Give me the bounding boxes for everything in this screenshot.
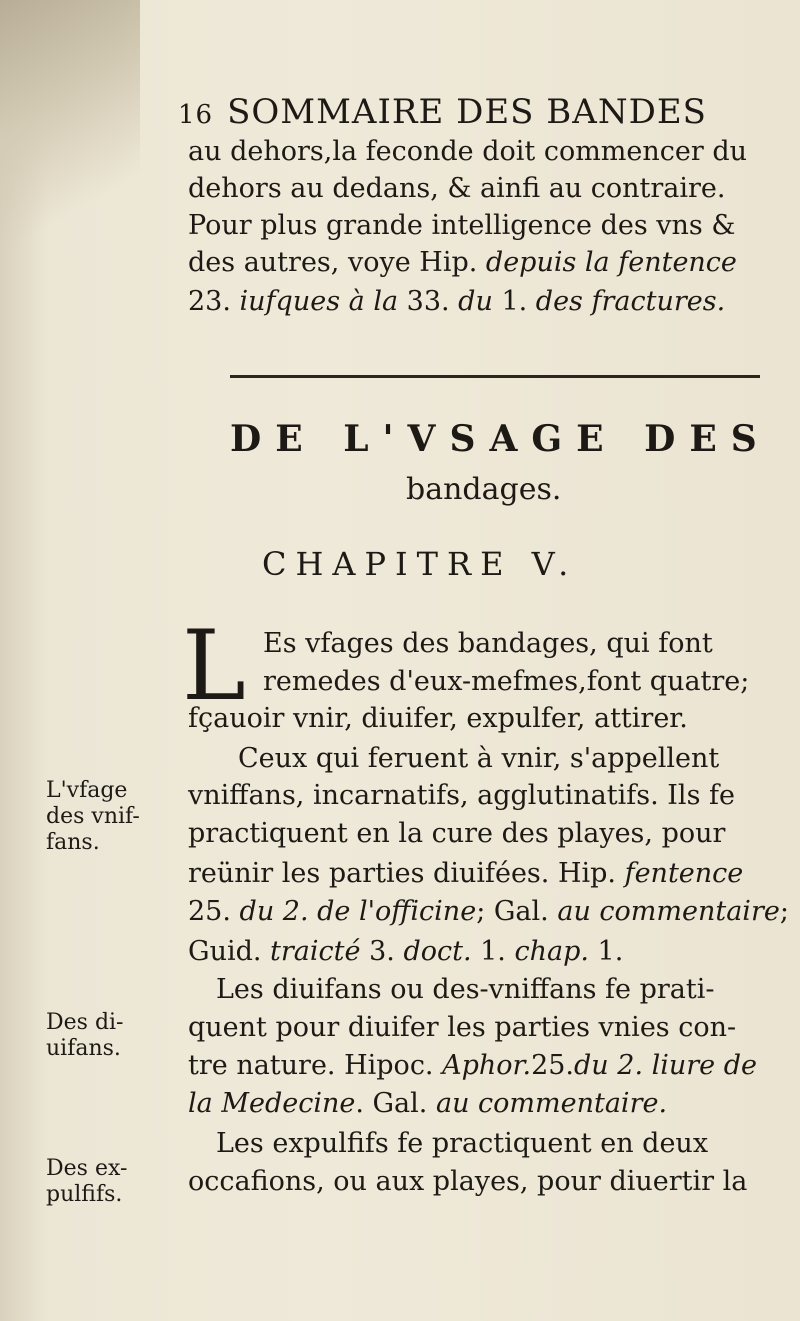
text-span: 25.: [188, 896, 240, 927]
text-span: 33.: [398, 286, 459, 317]
text-span: 25.: [531, 1050, 575, 1081]
text-span: au dehors,la feconde doit commencer du: [188, 136, 748, 167]
text-span: du 2. liure de: [574, 1050, 758, 1081]
text-span: au commentaire: [557, 896, 780, 927]
text-span: ; Gal.: [476, 896, 558, 927]
text-line: [188, 1052, 757, 1079]
text-line: [188, 1090, 667, 1117]
text-line: [188, 938, 623, 965]
section-subtitle: bandages.: [406, 472, 562, 507]
text-span: 3.: [360, 936, 404, 967]
text-span: tre nature. Hipoc.: [188, 1050, 443, 1081]
text-line: [216, 976, 715, 1003]
margin-note-diuisans: Des di- uifans.: [46, 1010, 124, 1061]
text-span: 23.: [188, 286, 240, 317]
text-line: [263, 668, 749, 695]
text-span: remedes d'eux-mefmes,font quatre;: [263, 666, 750, 697]
text-line: [188, 212, 735, 239]
text-span: traicté: [270, 936, 361, 967]
text-span: reünir les parties diuifées. Hip.: [188, 858, 625, 889]
text-span: iufques à la: [239, 286, 399, 317]
chapter-heading: CHAPITRE V.: [262, 545, 578, 583]
text-span: fçauoir vnir, diuifer, expulfer, attirer.: [188, 703, 688, 734]
text-span: quent pour diuifer les parties vnies con-: [188, 1012, 737, 1043]
text-span: dehors au dedans, & ainfi au contraire.: [188, 173, 726, 204]
text-span: . Gal.: [355, 1088, 436, 1119]
text-span: la Medecine: [188, 1088, 356, 1119]
text-span: Ceux qui feruent à vnir, s'appellent: [238, 743, 720, 774]
text-line: [188, 1014, 736, 1041]
text-span: fentence: [624, 858, 744, 889]
text-line: [188, 898, 789, 925]
text-span: doct.: [403, 936, 472, 967]
page-number: 16: [178, 100, 214, 130]
text-span: 1.: [492, 286, 536, 317]
text-line: [263, 630, 713, 657]
text-span: Es vfages des bandages, qui font: [263, 628, 713, 659]
margin-note-expulsifs: Des ex- pulfifs.: [46, 1156, 128, 1207]
text-line: [216, 1130, 708, 1157]
folded-corner: [0, 0, 140, 260]
text-span: chap.: [514, 936, 589, 967]
drop-cap: L: [182, 610, 246, 722]
text-span: des fractures.: [535, 286, 726, 317]
text-span: au commentaire.: [435, 1088, 668, 1119]
text-span: 1.: [588, 936, 624, 967]
text-line: [188, 782, 735, 809]
text-span: practiquent en la cure des playes, pour: [188, 818, 726, 849]
section-rule: [230, 375, 760, 378]
text-span: du 2. de l'officine: [239, 896, 477, 927]
text-span: Guid.: [188, 936, 271, 967]
text-span: 1.: [471, 936, 515, 967]
text-span: Pour plus grande intelligence des vns &: [188, 210, 736, 241]
text-line: [188, 860, 743, 887]
text-span: vniffans, incarnatifs, agglutinatifs. Ils fe: [188, 780, 735, 811]
text-span: Les diuifans ou des-vniffans fe prati-: [216, 974, 715, 1005]
text-line: [188, 705, 688, 732]
text-line: [188, 1168, 747, 1195]
text-line: [188, 249, 737, 276]
text-line: [238, 745, 719, 772]
text-span: Aphor.: [442, 1050, 532, 1081]
section-title: DE L'VSAGE DES: [230, 418, 771, 460]
text-line: [188, 175, 726, 202]
text-line: [188, 138, 747, 165]
margin-note-vnissans: L'vfage des vnif- fans.: [46, 778, 140, 855]
text-span: Les expulfifs fe practiquent en deux: [216, 1128, 709, 1159]
text-span: occafions, ou aux playes, pour diuertir la: [188, 1166, 748, 1197]
text-span: du: [458, 286, 493, 317]
text-line: [188, 288, 725, 315]
running-title: SOMMAIRE DES BANDES: [227, 92, 707, 132]
running-header: [178, 92, 707, 132]
text-span: ;: [779, 896, 789, 927]
text-span: depuis la fentence: [485, 247, 737, 278]
text-span: des autres, voye Hip.: [188, 247, 486, 278]
text-line: [188, 820, 725, 847]
